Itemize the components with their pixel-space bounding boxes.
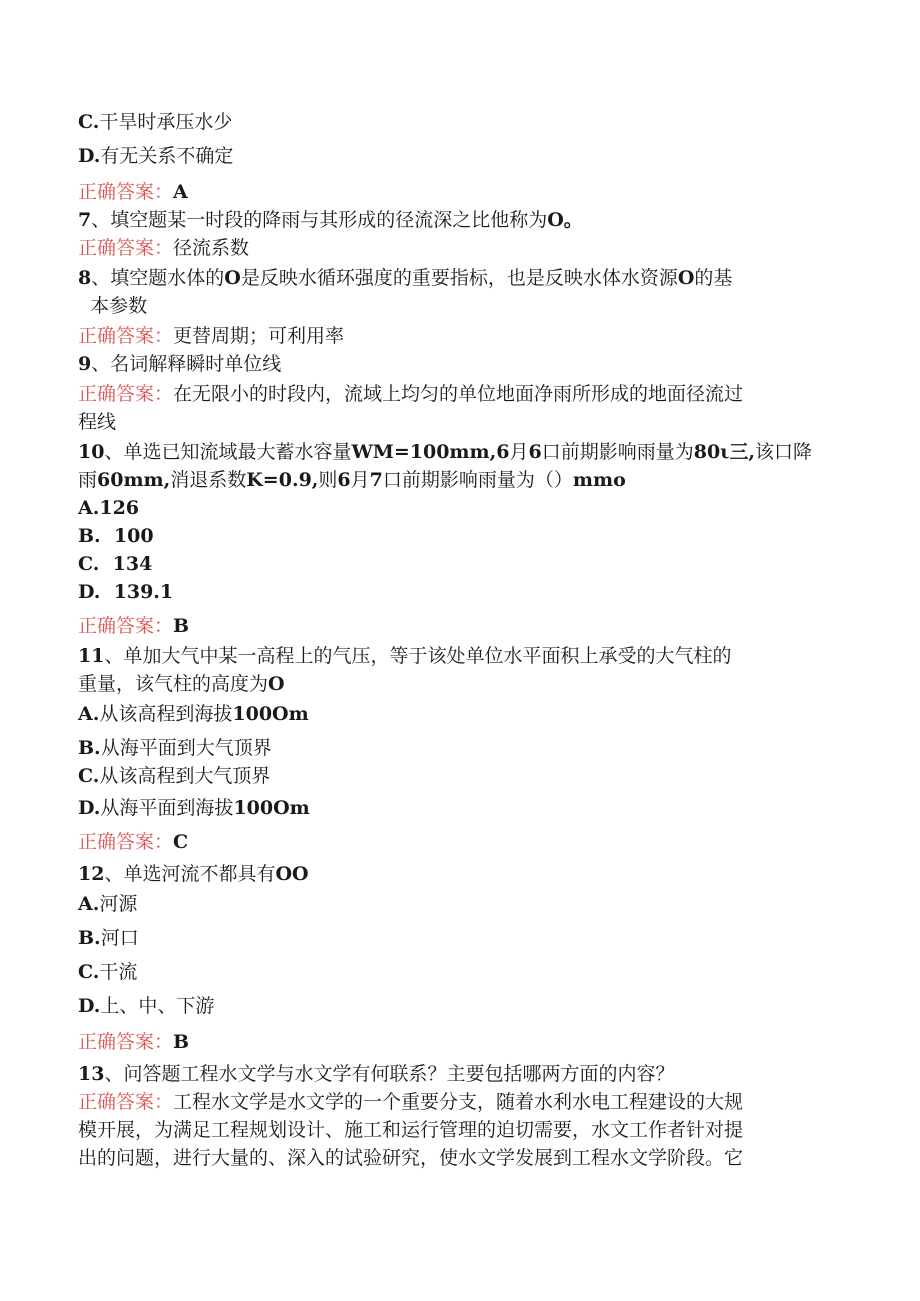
text-line	[78, 440, 838, 464]
answer-value: 更替周期；可利用率	[173, 325, 345, 347]
answer-value: A	[173, 181, 188, 203]
text-line	[78, 764, 838, 788]
text-line	[78, 994, 838, 1018]
text-run: 6	[337, 469, 351, 491]
text-run: 出的问题，进行大量的、深入的试验研究，使水文学发展到工程水文学阶段。它	[78, 1147, 744, 1169]
text-line	[78, 960, 838, 984]
text-run: 9	[78, 353, 92, 375]
text-run: A.	[78, 703, 100, 725]
text-run: 、单加大气中某一高程上的气压，等于该处单位水平面积上承受的大气柱的	[104, 645, 732, 667]
text-line	[78, 796, 838, 820]
text-line	[78, 110, 838, 134]
text-run: O。	[547, 209, 583, 231]
text-line	[78, 496, 838, 520]
answer-line	[78, 382, 838, 406]
text-run: 河源	[99, 893, 138, 915]
text-run: 、填空题水体的	[91, 267, 225, 289]
answer-label: 正确答案：	[78, 1091, 174, 1113]
text-line	[78, 644, 838, 668]
text-run: 模开展，为满足工程规划设计、施工和运行管理的迫切需要，水文工作者针对提	[78, 1119, 744, 1141]
text-run: C.	[78, 765, 100, 787]
text-run: 雨	[78, 469, 98, 491]
text-line	[78, 144, 838, 168]
answer-line	[78, 180, 838, 204]
text-run: A.126	[78, 497, 140, 519]
text-run: mmo	[572, 469, 626, 491]
text-line	[78, 266, 838, 290]
text-line	[78, 672, 838, 696]
text-run: 上、中、下游	[100, 995, 215, 1017]
text-run: 12	[78, 863, 105, 885]
text-line	[78, 352, 838, 376]
answer-label: 正确答案：	[78, 831, 174, 853]
text-run: 从该高程到大气顶界	[99, 765, 271, 787]
answer-value: 工程水文学是水文学的一个重要分支，随着水利水电工程建设的大规	[173, 1091, 744, 1113]
text-run: 13	[78, 1063, 105, 1085]
answer-value: B	[173, 1031, 190, 1053]
text-line	[78, 892, 838, 916]
text-run: OO	[275, 863, 309, 885]
answer-line	[78, 614, 838, 638]
text-run: 8	[78, 267, 92, 289]
text-run: A.	[78, 893, 100, 915]
text-line	[78, 552, 838, 576]
text-run: 、单选河流不都具有	[104, 863, 276, 885]
text-run: 100Om	[232, 703, 309, 725]
answer-label: 正确答案：	[78, 1031, 174, 1053]
answer-line	[78, 1030, 838, 1054]
answer-value: B	[173, 615, 190, 637]
text-line	[78, 580, 838, 604]
text-run: 、填空题某一时段的降雨与其形成的径流深之比他称为	[91, 209, 548, 231]
answer-line	[78, 830, 838, 854]
text-run: 是反映水循环强度的重要指标，也是反映水体水资源	[240, 267, 678, 289]
text-run: D.	[78, 995, 101, 1017]
text-run: 7	[78, 209, 92, 231]
answer-value: 径流系数	[173, 237, 250, 259]
text-run: 干流	[99, 961, 138, 983]
text-line	[78, 862, 838, 886]
text-run: WM=100mm,6	[351, 441, 510, 463]
text-run: 10	[78, 441, 105, 463]
text-run: B. 100	[78, 525, 154, 547]
text-run: 、问答题工程水文学与水文学有何联系？主要包括哪两方面的内容？	[104, 1063, 675, 1085]
text-line	[78, 410, 838, 434]
text-run: C.	[78, 111, 100, 133]
answer-label: 正确答案：	[78, 615, 174, 637]
text-run: D.	[78, 797, 101, 819]
text-run: 则	[318, 469, 338, 491]
text-run: O	[677, 267, 695, 289]
text-line	[78, 208, 838, 232]
text-run: C. 134	[78, 553, 153, 575]
text-run: 本参数	[78, 295, 148, 317]
text-run: B.	[78, 737, 101, 759]
text-line	[78, 294, 838, 318]
text-run: D.	[78, 145, 101, 167]
text-run: 月	[509, 441, 529, 463]
text-run: 消退系数	[170, 469, 247, 491]
text-run: 从海平面到海拔	[100, 797, 234, 819]
text-run: 程线	[78, 411, 117, 433]
text-line	[78, 926, 838, 950]
answer-label: 正确答案：	[78, 237, 174, 259]
text-run: 有无关系不确定	[100, 145, 234, 167]
text-run: 口前期影响雨量为	[541, 441, 694, 463]
text-run: 月	[350, 469, 370, 491]
text-run: B.	[78, 927, 101, 949]
text-run: 、单选已知流域最大蓄水容量	[104, 441, 352, 463]
text-run: K=0.9,	[246, 469, 319, 491]
text-run: 11	[78, 645, 105, 667]
text-run: D. 139.1	[78, 581, 174, 603]
answer-value: C	[173, 831, 189, 853]
answer-line	[78, 324, 838, 348]
text-run: 从海平面到大气顶界	[100, 737, 272, 759]
text-line	[78, 524, 838, 548]
text-run: C.	[78, 961, 100, 983]
text-line	[78, 1118, 838, 1142]
text-line	[78, 702, 838, 726]
text-run: 80ι三,	[693, 441, 755, 463]
answer-label: 正确答案：	[78, 383, 174, 405]
text-run: O	[224, 267, 241, 289]
answer-label: 正确答案：	[78, 325, 174, 347]
text-run: 从该高程到海拔	[99, 703, 233, 725]
text-run: 口前期影响雨量为（）	[382, 469, 573, 491]
text-run: 60mm,	[97, 469, 171, 491]
text-run: 河口	[100, 927, 139, 949]
answer-line	[78, 1090, 838, 1114]
text-line	[78, 1062, 838, 1086]
text-run: O	[268, 673, 285, 695]
answer-label: 正确答案：	[78, 181, 174, 203]
text-run: 、名词解释瞬时单位线	[91, 353, 282, 375]
text-line	[78, 736, 838, 760]
text-run: 重量，该气柱的高度为	[78, 673, 269, 695]
answer-line	[78, 236, 838, 260]
text-line	[78, 1146, 838, 1170]
text-run: 干旱时承压水少	[99, 111, 233, 133]
text-run: 7	[369, 469, 383, 491]
text-run: 的基	[694, 267, 733, 289]
text-run: 6	[528, 441, 542, 463]
text-line	[78, 468, 838, 492]
text-run: 100Om	[233, 797, 310, 819]
text-run: 该口降	[754, 441, 812, 463]
answer-value: 在无限小的时段内，流域上均匀的单位地面净雨所形成的地面径流过	[173, 383, 744, 405]
